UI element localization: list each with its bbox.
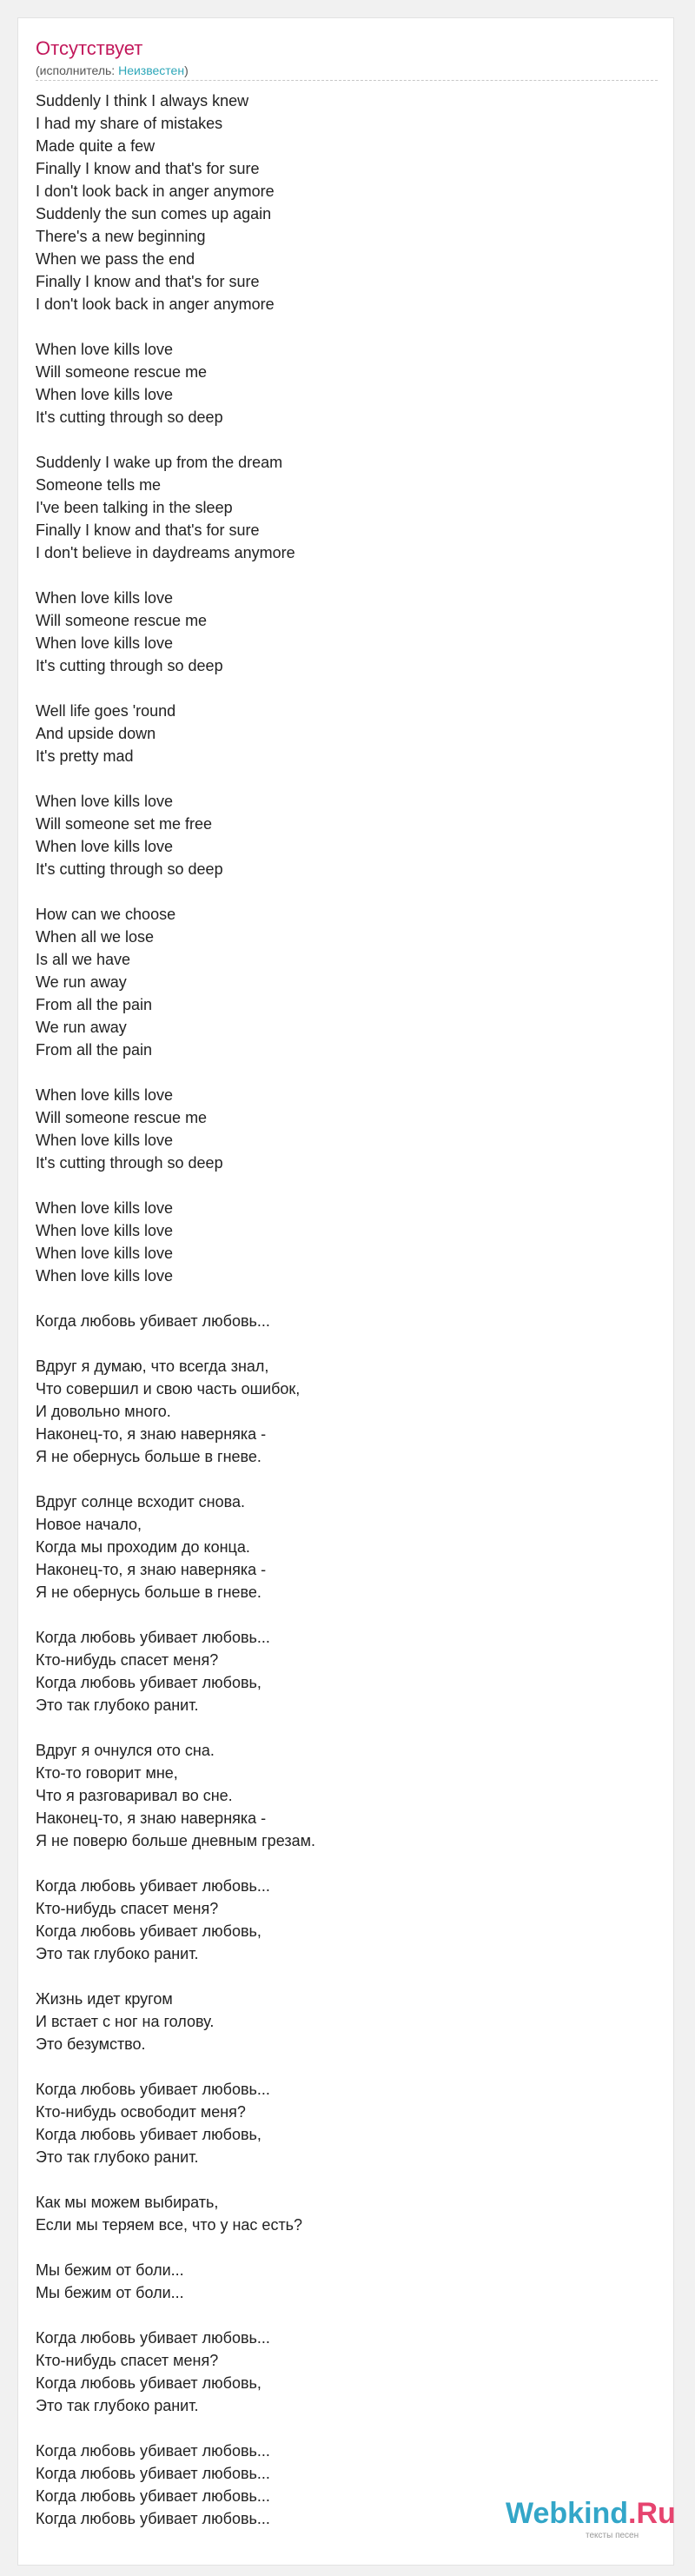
lyric-line: Will someone rescue me [36,363,208,381]
lyric-line: From all the pain [36,996,153,1013]
lyric-line: And upside down [36,725,156,742]
lyrics-stanza [36,700,658,767]
lyric-line: Вдруг я думаю, что всегда знал, [36,1358,269,1375]
lyric-line: Это так глубоко ранит. [36,1696,199,1714]
lyric-line: Я не обернусь больше в гневе. [36,1448,261,1465]
lyric-line: Вдруг солнце всходит снова. [36,1493,245,1510]
artist-line [36,63,189,78]
lyric-line: When love kills love [36,1245,174,1262]
lyrics-stanza [36,338,658,428]
lyric-line: Я не обернусь больше в гневе. [36,1583,261,1601]
lyric-line: Это безумство. [36,2035,146,2053]
lyric-line: When love kills love [36,1267,174,1285]
lyric-line: Когда любовь убивает любовь... [36,1629,270,1646]
logo-wordmark [506,2496,676,2531]
lyric-line: Мы бежим от боли... [36,2261,184,2279]
lyric-line: Will someone rescue me [36,612,208,629]
lyric-line: Made quite a few [36,137,156,155]
lyric-line: Это так глубоко ранит. [36,2148,199,2166]
artist-link[interactable]: Неизвестен [118,63,185,77]
lyric-line: Кто-нибудь спасет меня? [36,1651,219,1669]
lyric-line: Что совершил и свою часть ошибок, [36,1380,301,1398]
lyrics-stanza [36,1084,658,1174]
lyric-line: I don't look back in anger anymore [36,295,275,313]
lyric-line: Когда любовь убивает любовь, [36,2374,261,2392]
logo-tagline: тексты песен [586,2531,639,2540]
lyric-line: Наконец-то, я знаю наверняка - [36,1809,267,1827]
lyric-line: Когда мы проходим до конца. [36,1538,250,1556]
lyric-line: Finally I know and that's for sure [36,160,260,177]
lyric-line: Finally I know and that's for sure [36,273,260,290]
lyric-line: Когда любовь убивает любовь... [36,2442,270,2460]
lyrics-stanza [36,1490,658,1603]
lyric-line: I had my share of mistakes [36,115,223,132]
lyrics-stanza [36,1739,658,1852]
lyric-line: Это так глубоко ранит. [36,1945,199,1962]
lyric-line: Если мы теряем все, что у нас есть? [36,2216,303,2234]
song-title: Отсутствует [36,37,143,59]
lyrics-stanza [36,1310,658,1332]
lyric-line: Когда любовь убивает любовь... [36,2465,270,2482]
lyric-line: Кто-нибудь спасет меня? [36,2352,219,2369]
lyric-line: Наконец-то, я знаю наверняка - [36,1425,267,1443]
lyric-line: I don't believe in daydreams anymore [36,544,295,561]
lyric-line: Suddenly the sun comes up again [36,205,272,222]
lyric-line: Жизнь идет кругом [36,1990,173,2008]
logo-brand: Webkind [506,2497,629,2530]
lyric-line: We run away [36,973,127,991]
lyric-line: Someone tells me [36,476,162,494]
lyrics-stanza [36,2078,658,2168]
lyric-line: Suddenly I wake up from the dream [36,454,283,471]
lyrics-stanza [36,1355,658,1468]
lyric-line: Что я разговаривал во сне. [36,1787,233,1804]
lyric-line: When love kills love [36,1132,174,1149]
lyrics-stanza [36,2191,658,2236]
lyric-line: Когда любовь убивает любовь... [36,2081,270,2098]
lyric-line: Когда любовь убивает любовь... [36,1877,270,1895]
lyric-line: When love kills love [36,634,174,652]
lyric-line: When love kills love [36,838,174,855]
lyric-line: When all we lose [36,928,155,946]
lyric-line: From all the pain [36,1041,153,1059]
lyrics-stanza [36,903,658,1061]
lyric-line: Is all we have [36,951,131,968]
lyric-line: It's cutting through so deep [36,860,223,878]
lyrics-card [17,17,674,2566]
lyric-line: Finally I know and that's for sure [36,521,260,539]
lyric-line: Когда любовь убивает любовь, [36,1922,261,1940]
lyric-line: How can we choose [36,906,176,923]
artist-suffix: ) [184,63,189,77]
lyrics-stanza [36,90,658,315]
lyric-line: When love kills love [36,386,174,403]
lyric-line: Когда любовь убивает любовь... [36,2510,270,2527]
lyric-line: Новое начало, [36,1516,142,1533]
lyric-line: Will someone set me free [36,815,213,833]
lyric-line: It's pretty mad [36,747,134,765]
lyric-line: Как мы можем выбирать, [36,2194,219,2211]
lyric-line: When love kills love [36,1199,174,1217]
lyric-line: Мы бежим от боли... [36,2284,184,2301]
lyric-line: Это так глубоко ранит. [36,2397,199,2414]
lyric-line: Кто-нибудь освободит меня? [36,2103,246,2121]
lyric-line: Will someone rescue me [36,1109,208,1126]
lyrics-stanza [36,2327,658,2417]
lyric-line: Когда любовь убивает любовь... [36,2329,270,2347]
lyric-line: When love kills love [36,1222,174,1239]
lyrics-stanza [36,1626,658,1716]
lyric-line: Когда любовь убивает любовь, [36,2126,261,2143]
logo-tld: .Ru [628,2497,676,2530]
lyric-line: When love kills love [36,793,174,810]
lyric-line: When we pass the end [36,250,195,268]
lyric-line: Когда любовь убивает любовь... [36,1312,270,1330]
lyric-line: It's cutting through so deep [36,408,223,426]
lyrics-stanza [36,1988,658,2055]
lyric-line: When love kills love [36,589,174,607]
lyric-line: It's cutting through so deep [36,657,223,674]
lyrics-stanza [36,1197,658,1287]
lyric-line: Я не поверю больше дневным грезам. [36,1832,315,1849]
lyrics-stanza [36,790,658,880]
lyric-line: Когда любовь убивает любовь, [36,1674,261,1691]
lyrics-stanza [36,451,658,564]
lyric-line: When love kills love [36,1086,174,1104]
lyric-line: I don't look back in anger anymore [36,183,275,200]
lyric-line: There's a new beginning [36,228,206,245]
lyric-line: Кто-то говорит мне, [36,1764,178,1782]
title-divider [36,80,658,81]
lyric-line: Well life goes 'round [36,702,176,720]
lyric-line: I've been talking in the sleep [36,499,233,516]
lyric-line: We run away [36,1019,127,1036]
lyric-line: И встает с ног на голову. [36,2013,215,2030]
lyric-line: Когда любовь убивает любовь... [36,2487,270,2505]
lyric-line: Suddenly I think I always knew [36,92,249,110]
artist-prefix: (исполнитель: [36,63,119,77]
lyrics-stanza [36,2259,658,2304]
lyric-line: Кто-нибудь спасет меня? [36,1900,219,1917]
lyrics-stanza [36,587,658,677]
lyric-line: Вдруг я очнулся ото сна. [36,1742,215,1759]
lyric-line: И довольно много. [36,1403,171,1420]
webkind-logo[interactable] [506,2496,676,2557]
lyric-line: Наконец-то, я знаю наверняка - [36,1561,267,1578]
lyrics-stanza [36,1875,658,1965]
lyric-line: When love kills love [36,341,174,358]
lyric-line: It's cutting through so deep [36,1154,223,1172]
lyrics-text [36,90,658,2553]
